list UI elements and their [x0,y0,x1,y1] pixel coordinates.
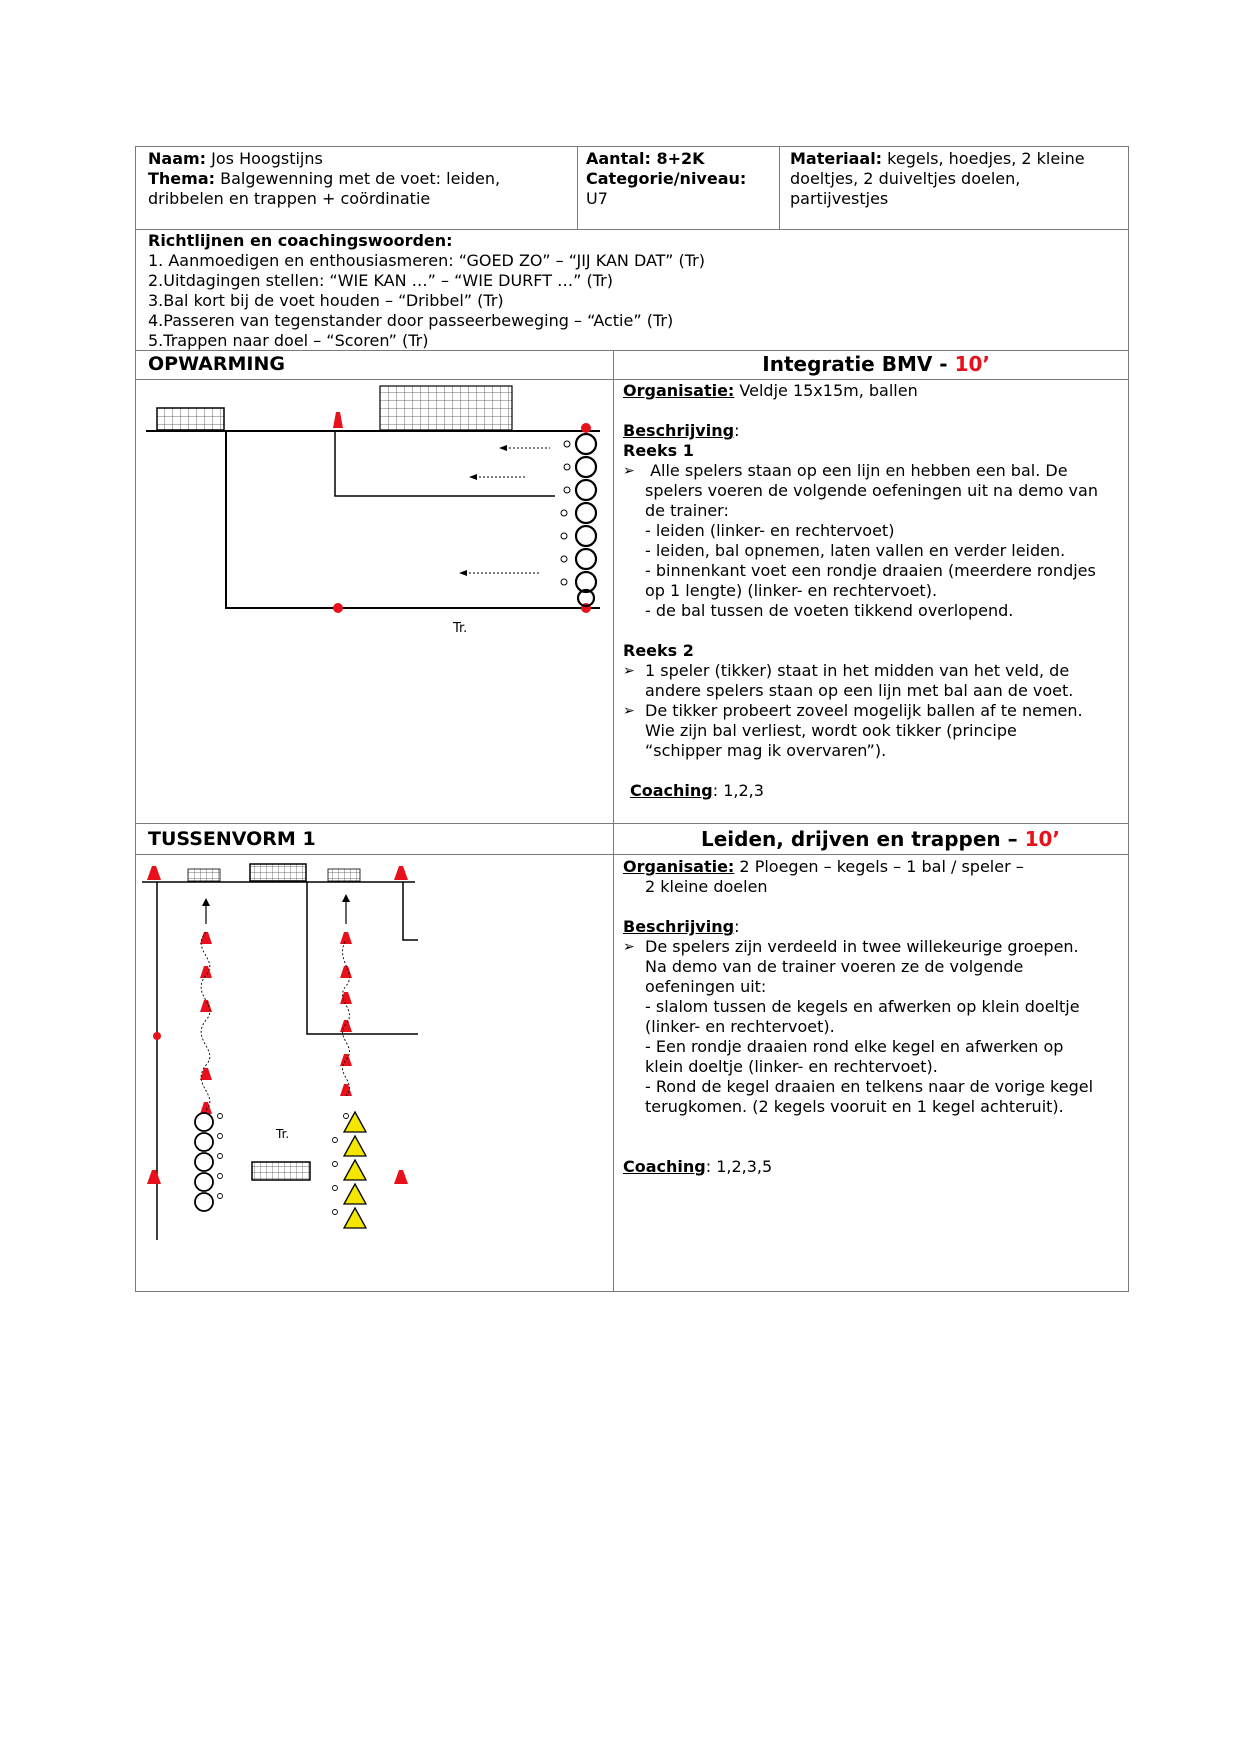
player-icon [576,526,596,546]
arrow-bullet-icon: ➢ [623,703,635,719]
cone-icon [340,992,352,1004]
player-icon [195,1153,213,1171]
organisatie-label: Organisatie: [623,857,735,876]
player-icon [576,457,596,477]
reeks2-text: De tikker probeert zoveel mogelijk ballen af te nemen. [645,701,1083,720]
goal-icon [380,386,512,430]
ball-icon [333,1186,338,1191]
reeks1-label: Reeks 1 [623,441,694,460]
player-triangle-icon [344,1184,366,1204]
goal-icon [252,1162,310,1180]
reeks2-bullet [623,701,1123,721]
reeks2-text: Wie zijn bal verliest, wordt ook tikker (principe [645,721,1017,740]
cone-icon [333,412,343,428]
beschrijving-colon: : [734,421,740,440]
reeks1-line: - leiden, bal opnemen, laten vallen en verder leiden. [645,541,1066,560]
beschrijving-colon: : [734,917,740,936]
opwarming-text [623,381,1123,801]
richtlijn-item: 4.Passeren van tegenstander door passeerbeweging – “Actie” (Tr) [148,311,674,330]
reeks2-text: andere spelers staan op een lijn met bal aan de voet. [645,681,1074,700]
reeks2-label: Reeks 2 [623,641,694,660]
coaching-value: : 1,2,3 [712,781,764,800]
beschrijving-label: Beschrijving [623,421,735,440]
player-icon [576,503,596,523]
player-icon [576,480,596,500]
reeks1-text: spelers voeren de volgende oefeningen uit na demo van [645,481,1098,500]
reeks2-bullet [623,661,1123,681]
header-naam-cell [148,149,573,209]
row-divider [135,229,1129,230]
tussenvorm-line: Na demo van de trainer voeren ze de volgende [645,957,1024,976]
tussenvorm-diagram [140,860,430,1250]
coaching-label: Coaching [630,781,713,800]
tussenvorm-line: oefeningen uit: [645,977,767,996]
marker-dot [581,423,591,433]
thema-label: Thema: [148,169,216,188]
row-divider [135,823,1129,824]
reeks1-text: Alle spelers staan op een lijn en hebben een bal. De [650,461,1068,480]
player-triangle-icon [344,1136,366,1156]
tussenvorm-line: - Rond de kegel draaien en telkens naar de vorige kegel [645,1077,1094,1096]
trainer-label: Tr. [453,621,468,636]
marker-dot [333,603,343,613]
trainer-label: Tr. [276,1127,290,1141]
ball-icon [561,556,567,562]
richtlijn-item: 3.Bal kort bij de voet houden – “Dribbel” (Tr) [148,291,504,310]
col-divider [577,146,578,230]
reeks1-text: de trainer: [645,501,729,520]
player-icon [576,549,596,569]
reeks1-line: op 1 lengte) (linker- en rechtervoet). [645,581,938,600]
richtlijn-item: 1. Aanmoedigen en enthousiasmeren: “GOED ZO” – “JIJ KAN DAT” (Tr) [148,251,705,270]
tussenvorm-line: terugkomen. (2 kegels vooruit en 1 kegel achteruit). [645,1097,1064,1116]
player-icon [195,1193,213,1211]
opwarming-diagram [140,384,610,644]
cone-icon [147,1170,161,1184]
tussenvorm-line: klein doeltje (linker- en rechtervoet). [645,1057,938,1076]
arrow-bullet-icon: ➢ [623,463,635,479]
header-materiaal-cell [790,149,1125,209]
reeks2-text: 1 speler (tikker) staat in het midden van het veld, de [645,661,1070,680]
player-triangle-icon [344,1160,366,1180]
ball-icon [564,464,570,470]
categorie-value: U7 [586,189,608,208]
tussenvorm-bullet-text: De spelers zijn verdeeld in twee willekeurige groepen. [645,937,1079,956]
tussenvorm-right-title [620,829,1060,849]
player-icon [195,1133,213,1151]
ball-icon [333,1162,338,1167]
reeks1-line: - binnenkant voet een rondje draaien (meerdere rondjes [645,561,1096,580]
ball-icon [344,1114,349,1119]
cone-icon [200,1102,212,1114]
tussenvorm-text [623,857,1123,1177]
materiaal-value: kegels, hoedjes, 2 kleine [887,149,1085,168]
organisatie-value-cont: 2 kleine doelen [645,877,768,896]
tussenvorm-duration: 10’ [1024,827,1060,851]
ball-icon [333,1210,338,1215]
goal-icon [188,869,220,881]
ball-icon [218,1154,223,1159]
ball-icon [218,1174,223,1179]
beschrijving-label: Beschrijving [623,917,735,936]
richtlijnen-cell [148,231,1118,351]
goal-icon [250,864,306,881]
richtlijn-item: 2.Uitdagingen stellen: “WIE KAN …” – “WIE DURFT …” (Tr) [148,271,613,290]
player-icon [576,434,596,454]
ball-icon [564,487,570,493]
ball-icon [218,1114,223,1119]
naam-label: Naam: [148,149,207,168]
header-aantal-cell [586,149,776,209]
ball-icon [561,579,567,585]
ball-icon [561,533,567,539]
ball-icon [561,510,567,516]
goal-icon [157,408,224,430]
integratie-title: Integratie BMV - [762,352,948,376]
ball-icon [218,1134,223,1139]
reeks1-line: - leiden (linker- en rechtervoet) [645,521,895,540]
tussenvorm-line: - Een rondje draaien rond elke kegel en afwerken op [645,1037,1064,1056]
tussenvorm-bullet [623,937,1123,957]
richtlijn-item: 5.Trappen naar doel – “Scoren” (Tr) [148,331,429,350]
thema-value-cont: dribbelen en trappen + coördinatie [148,189,431,208]
ball-icon [333,1138,338,1143]
coaching-value: : 1,2,3,5 [705,1157,773,1176]
reeks2-text: “schipper mag ik overvaren”). [645,741,887,760]
coaching-label: Coaching [623,1157,706,1176]
cone-icon [394,1170,408,1184]
organisatie-value: 2 Ploegen – kegels – 1 bal / speler – [739,857,1024,876]
opwarming-right-title [620,354,990,374]
richtlijnen-title: Richtlijnen en coachingswoorden: [148,231,453,250]
opwarming-duration: 10’ [954,352,990,376]
cone-icon [200,1068,212,1080]
cone-icon [340,932,352,944]
aantal-label: Aantal: 8+2K [586,149,705,168]
arrow-bullet-icon: ➢ [623,663,635,679]
opwarming-title: OPWARMING [148,353,285,375]
player-icon [195,1113,213,1131]
player-triangle-icon [344,1208,366,1228]
reeks1-bullet [623,461,1123,481]
col-divider [779,146,780,230]
col-divider [613,350,614,1292]
ball-icon [218,1194,223,1199]
ball-icon [564,441,570,447]
tussenvorm-line: (linker- en rechtervoet). [645,1017,835,1036]
thema-value: Balgewenning met de voet: leiden, [220,169,501,188]
materiaal-value-cont: doeltjes, 2 duiveltjes doelen, [790,169,1021,188]
naam-value: Jos Hoogstijns [211,149,323,168]
tussenvorm-title: TUSSENVORM 1 [148,828,316,850]
cone-icon [340,1084,352,1096]
marker-dot [153,1032,161,1040]
arrow-bullet-icon: ➢ [623,939,635,955]
tussenvorm-line: - slalom tussen de kegels en afwerken op klein doeltje [645,997,1080,1016]
materiaal-value-cont: partijvestjes [790,189,889,208]
cone-icon [340,1020,352,1032]
cone-icon [394,866,408,880]
cone-icon [340,966,352,978]
categorie-label: Categorie/niveau: [586,169,747,188]
cone-icon [147,866,161,880]
goal-icon [328,869,360,881]
player-icon [195,1173,213,1191]
row-divider [135,854,1129,855]
cone-icon [340,1054,352,1066]
cone-icon [200,932,212,944]
organisatie-label: Organisatie: [623,381,735,400]
cone-icon [200,966,212,978]
organisatie-value: Veldje 15x15m, ballen [739,381,918,400]
materiaal-label: Materiaal: [790,149,883,168]
leiden-title: Leiden, drijven en trappen – [700,827,1018,851]
reeks1-line: - de bal tussen de voeten tikkend overlopend. [645,601,1014,620]
row-divider [135,379,1129,380]
